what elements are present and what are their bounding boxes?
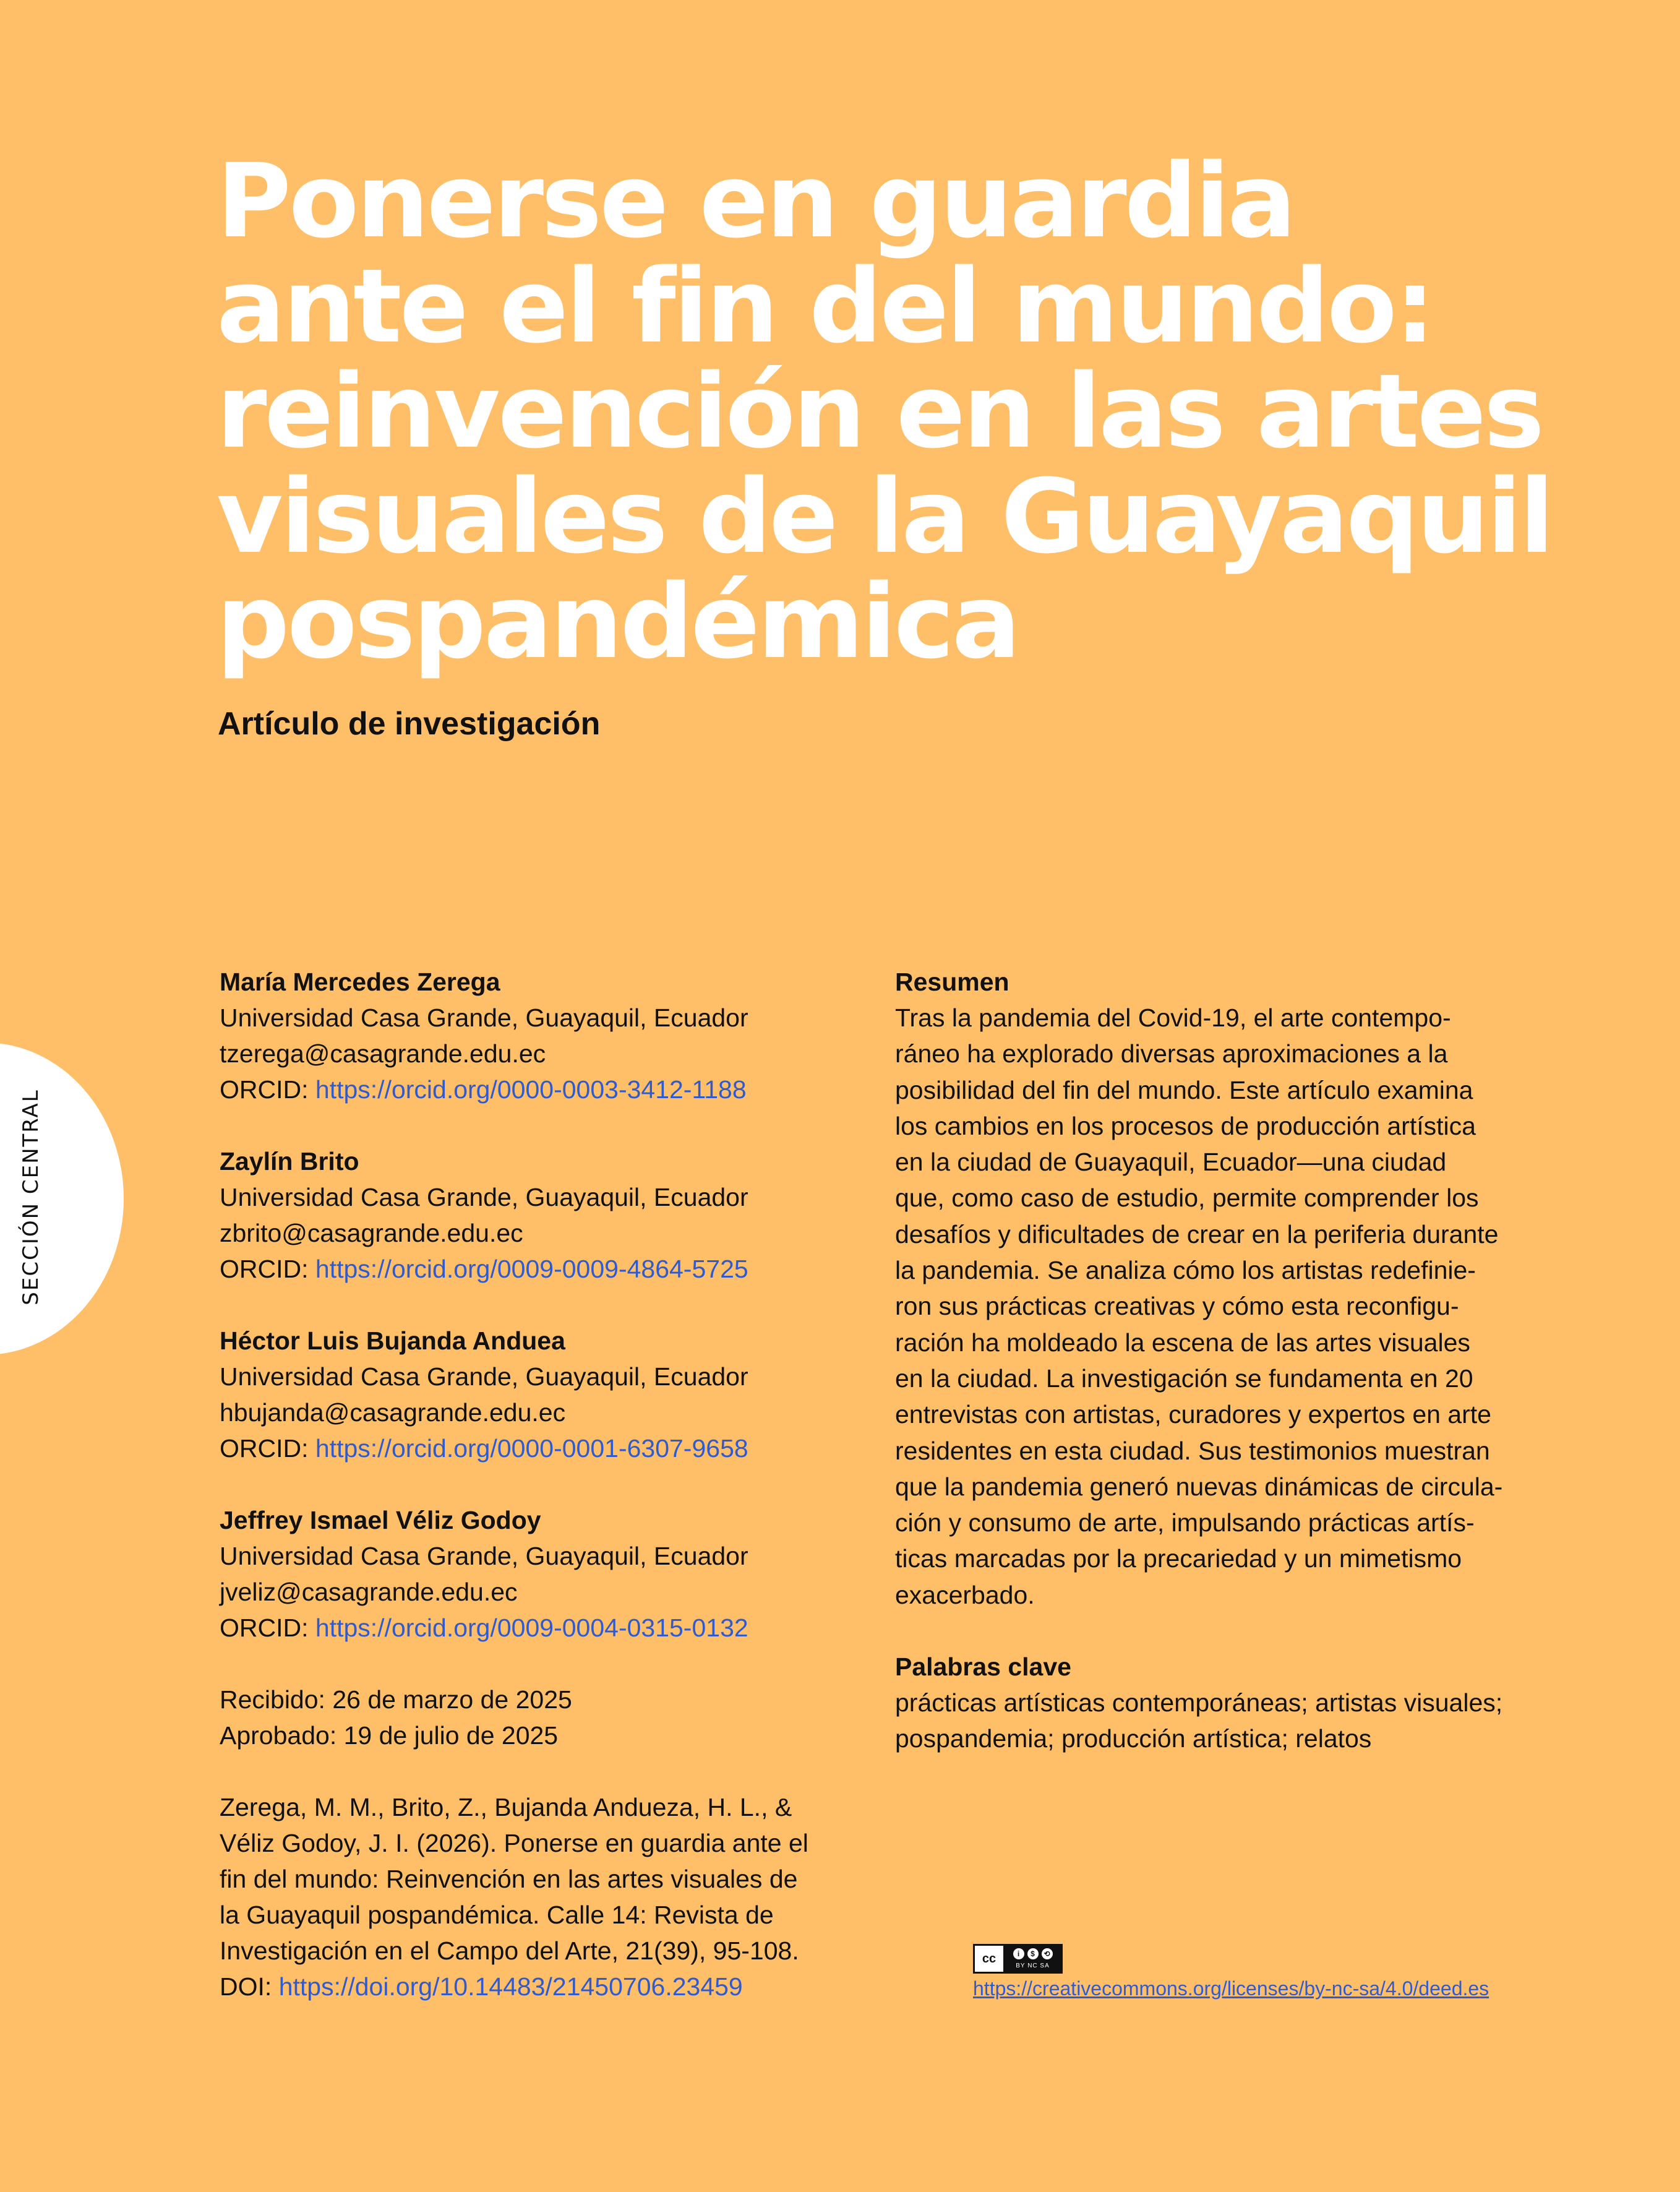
keywords-line: pospandemia; producción artística; relatos: [895, 1724, 1372, 1753]
citation-line: la Guayaquil pospandémica. Calle 14: Revista de: [220, 1901, 774, 1929]
author-orcid: [220, 1610, 838, 1646]
abstract-line: exacerbado.: [895, 1580, 1035, 1609]
author-block: [220, 1323, 838, 1466]
abstract-line: en la ciudad de Guayaquil, Ecuador—una ciudad: [895, 1148, 1447, 1177]
abstract-body: [895, 1000, 1563, 1613]
article-type: Artículo de investigación: [218, 706, 601, 742]
title-line: pospandémica: [216, 562, 1019, 681]
abstract-line: desafíos y dificultades de crear en la periferia durante: [895, 1219, 1499, 1249]
orcid-link[interactable]: https://orcid.org/0000-0003-3412-1188: [315, 1075, 747, 1104]
keywords-block: [895, 1649, 1563, 1757]
section-label: SECCIÓN CENTRAL: [19, 1089, 43, 1305]
citation-line: Investigación en el Campo del Arte, 21(39), 95-108.: [220, 1936, 799, 1965]
orcid-label: ORCID:: [220, 1434, 315, 1463]
keywords-line: prácticas artísticas contemporáneas; artistas visuales;: [895, 1688, 1503, 1717]
author-orcid: [220, 1072, 838, 1107]
attribution-icon: i: [1013, 1948, 1024, 1959]
author-email[interactable]: zbrito@casagrande.edu.ec: [220, 1219, 523, 1247]
dates-block: [220, 1682, 838, 1753]
abstract-line: residentes en esta ciudad. Sus testimonios muestran: [895, 1436, 1490, 1465]
license-block: [973, 1944, 1489, 2000]
title-line: ante el fin del mundo:: [216, 247, 1433, 366]
title-line: Ponerse en guardia: [216, 142, 1294, 260]
citation-block: [220, 1789, 838, 2005]
title-line: reinvención en las artes: [216, 352, 1542, 471]
title-line: visuales de la Guayaquil: [216, 457, 1552, 576]
license-link[interactable]: https://creativecommons.org/licenses/by-nc-sa/4.0/deed.es: [973, 1977, 1489, 2000]
abstract-line: entrevistas con artistas, curadores y expertos en arte: [895, 1400, 1491, 1429]
author-block: [220, 964, 838, 1107]
author-name: Jeffrey Ismael Véliz Godoy: [220, 1506, 541, 1534]
author-name: Zaylín Brito: [220, 1147, 359, 1176]
abstract-line: ron sus prácticas creativas y cómo esta reconfigu-: [895, 1292, 1459, 1321]
author-orcid: [220, 1251, 838, 1287]
orcid-link[interactable]: https://orcid.org/0009-0004-0315-0132: [315, 1614, 748, 1642]
abstract-line: ticas marcadas por la precariedad y un mimetismo: [895, 1544, 1462, 1573]
abstract-line: en la ciudad. La investigación se fundamenta en 20: [895, 1364, 1473, 1393]
abstract-line: que, como caso de estudio, permite comprender los: [895, 1184, 1479, 1213]
author-affiliation: Universidad Casa Grande, Guayaquil, Ecuador: [220, 1362, 748, 1391]
author-email[interactable]: jveliz@casagrande.edu.ec: [220, 1578, 518, 1606]
abstract-column: [895, 964, 1563, 1757]
received-date: Recibido: 26 de marzo de 2025: [220, 1685, 572, 1714]
noncommercial-icon: $: [1027, 1948, 1039, 1959]
abstract-line: Tras la pandemia del Covid-19, el arte contempo-: [895, 1004, 1451, 1032]
author-name: Héctor Luis Bujanda Anduea: [220, 1326, 565, 1355]
author-affiliation: Universidad Casa Grande, Guayaquil, Ecuador: [220, 1542, 748, 1570]
citation-line: Zerega, M. M., Brito, Z., Bujanda Andueza, H. L., &: [220, 1793, 792, 1821]
keywords-heading: Palabras clave: [895, 1653, 1071, 1682]
authors-column: [220, 964, 838, 2005]
abstract-line: ración ha moldeado la escena de las artes visuales: [895, 1328, 1470, 1357]
abstract-line: los cambios en los procesos de producción artística: [895, 1111, 1476, 1140]
orcid-label: ORCID:: [220, 1255, 315, 1283]
author-block: [220, 1502, 838, 1646]
abstract-line: ción y consumo de arte, impulsando prácticas artís-: [895, 1508, 1475, 1537]
abstract-line: ráneo ha explorado diversas aproximaciones a la: [895, 1039, 1448, 1068]
author-email[interactable]: tzerega@casagrande.edu.ec: [220, 1039, 546, 1068]
orcid-label: ORCID:: [220, 1075, 315, 1104]
abstract-heading: Resumen: [895, 968, 1009, 996]
sharealike-icon: ⟲: [1042, 1948, 1053, 1959]
cc-icons: [1013, 1948, 1053, 1959]
author-block: [220, 1143, 838, 1287]
citation-doi: [220, 1969, 838, 2005]
article-title: [216, 142, 1608, 681]
cc-badge-labels: BY NC SA: [1016, 1962, 1050, 1969]
author-email[interactable]: hbujanda@casagrande.edu.ec: [220, 1398, 566, 1427]
cc-license-badge[interactable]: [973, 1944, 1063, 1974]
author-name: María Mercedes Zerega: [220, 968, 500, 996]
abstract-line: posibilidad del fin del mundo. Este artículo examina: [895, 1075, 1473, 1104]
citation-line: fin del mundo: Reinvención en las artes visuales de: [220, 1865, 798, 1893]
author-affiliation: Universidad Casa Grande, Guayaquil, Ecuador: [220, 1004, 748, 1032]
doi-label: DOI:: [220, 1972, 279, 2001]
orcid-label: ORCID:: [220, 1614, 315, 1642]
abstract-line: la pandemia. Se analiza cómo los artistas redefinie-: [895, 1256, 1476, 1285]
author-orcid: [220, 1430, 838, 1466]
abstract-line: que la pandemia generó nuevas dinámicas de circula-: [895, 1472, 1503, 1501]
citation-line: Véliz Godoy, J. I. (2026). Ponerse en guardia ante el: [220, 1829, 808, 1857]
approved-date: Aprobado: 19 de julio de 2025: [220, 1721, 559, 1750]
cc-icon: cc: [975, 1946, 1005, 1972]
orcid-link[interactable]: https://orcid.org/0000-0001-6307-9658: [315, 1434, 748, 1463]
orcid-link[interactable]: https://orcid.org/0009-0009-4864-5725: [315, 1255, 748, 1283]
cc-badge-right: [1005, 1946, 1061, 1972]
author-affiliation: Universidad Casa Grande, Guayaquil, Ecuador: [220, 1183, 748, 1211]
doi-link[interactable]: https://doi.org/10.14483/21450706.23459: [278, 1972, 743, 2001]
